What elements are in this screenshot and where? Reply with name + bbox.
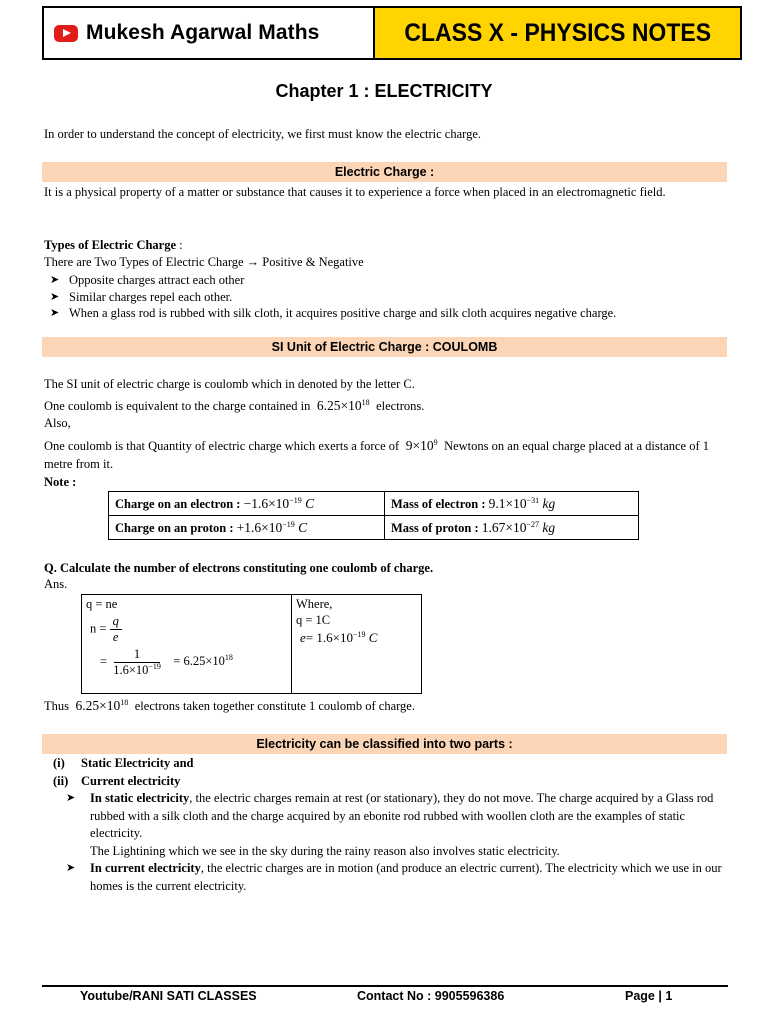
value-base: = 6.25×10: [173, 654, 225, 669]
current-text: , the electric charges are in motion (and produce an electric current). The electricity which we use in our homes is the current electricity.: [90, 861, 722, 893]
cell-value: [489, 496, 556, 511]
footer-contact: Contact No : 9905596386: [357, 989, 505, 1003]
item-text: Current electricity: [81, 774, 181, 788]
calc-line-2: [86, 614, 287, 645]
value-unit: C: [305, 495, 315, 511]
bullet-text: When a glass rod is rubbed with silk cloth, it acquires positive charge and silk cloth acquires negative charge.: [69, 306, 617, 320]
table-cell: [385, 516, 639, 540]
e-value: [296, 629, 417, 646]
chapter-title: Chapter 1 : ELECTRICITY: [275, 81, 493, 101]
list-item: [53, 754, 193, 772]
arrow-bullet-icon: ➤: [50, 307, 60, 319]
table-row: [82, 595, 422, 694]
current-paragraph: [90, 860, 726, 895]
calculation-table: [81, 594, 422, 694]
si-line-2: [44, 397, 728, 415]
cell-value: [482, 520, 555, 535]
si-line-2-value: [313, 398, 373, 413]
page-header: [42, 6, 742, 60]
si-line-3-value: [402, 438, 441, 453]
cell-label: Mass of proton :: [391, 520, 479, 535]
static-text: , the electric charges remain at rest (or stationary), they do not move. The charge acquired by a Glass rod rubbed with a silk cloth and the charge acquired by an ebonite rod rubbed with woollen cloth are the examples of static electricity.: [90, 791, 714, 840]
types-label: [44, 237, 728, 254]
si-line-3-end: Newtons on an equal charge placed at a distance of 1 metre from it.: [44, 439, 710, 471]
value-base: 6.25×10: [75, 698, 121, 713]
calc-line-1: q = ne: [86, 597, 118, 611]
note-table: [108, 491, 639, 540]
static-extra: The Lightining which we see in the sky during the rainy reason also involves static electricity.: [90, 843, 560, 858]
types-line: There are Two Types of Electric Charge → Positive & Negative: [44, 255, 364, 269]
cell-label: Charge on an electron :: [115, 496, 241, 511]
value-base: −1.6×10: [243, 495, 290, 511]
value-unit: kg: [542, 519, 556, 535]
thus-line: [44, 697, 728, 715]
footer-youtube: Youtube/RANI SATI CLASSES: [80, 989, 257, 1003]
value-exponent: −19: [352, 630, 366, 639]
cell-label: Charge on an proton :: [115, 520, 234, 535]
table-cell: [109, 492, 385, 516]
list-item: [50, 272, 730, 289]
value-unit: kg: [542, 495, 556, 511]
table-cell: [109, 516, 385, 540]
item-text: Static Electricity and: [81, 756, 194, 770]
static-bold: In static electricity: [90, 791, 190, 805]
value-exponent: −31: [526, 495, 540, 505]
calc-cell-left: [82, 595, 292, 694]
value-base: 1.6×10: [113, 663, 149, 677]
value-exponent: −19: [289, 495, 302, 505]
list-item: [50, 289, 730, 306]
note-label: Note :: [44, 475, 77, 489]
youtube-icon: [54, 25, 78, 42]
cell-value: [244, 496, 315, 511]
list-item: [66, 790, 726, 860]
fraction-one-over-e: [110, 647, 164, 678]
si-also: Also,: [44, 416, 71, 430]
calc-eq: =: [100, 654, 108, 669]
calc-cell-right: [292, 595, 422, 694]
value-base: = 1.6×10: [305, 630, 353, 645]
arrow-bullet-icon: ➤: [50, 290, 60, 303]
brand-name: Mukesh Agarwal Maths: [86, 21, 320, 44]
section-heading-classification: Electricity can be classified into two parts :: [42, 734, 727, 754]
fraction-denominator: [110, 663, 164, 678]
bullet-text: Opposite charges attract each other: [69, 273, 245, 287]
value-unit: C: [368, 630, 378, 645]
si-line-3-text: One coulomb is that Quantity of electric charge which exerts a force of: [44, 439, 400, 453]
value-base: 1.67×10: [481, 519, 527, 535]
cell-value: [237, 520, 308, 535]
fraction-numerator: 1: [114, 647, 160, 663]
classification-bullets: [66, 790, 726, 895]
value-exponent: −19: [148, 662, 161, 671]
thus-value: [72, 698, 132, 713]
calc-n-eq: n =: [90, 621, 107, 636]
value-base: 6.25×10: [316, 398, 362, 413]
types-label-bold: Types of Electric Charge: [44, 238, 177, 252]
item-number: (i): [53, 756, 65, 770]
intro-text: In order to understand the concept of electricity, we first must know the electric charge.: [44, 127, 481, 141]
question-text: Q. Calculate the number of electrons constituting one coulomb of charge.: [44, 561, 434, 575]
charge-definition: It is a physical property of a matter or substance that causes it to experience a force when placed in an electromagnetic field.: [44, 185, 666, 199]
e-symbol: e: [300, 630, 306, 645]
list-item: [50, 305, 730, 322]
item-number: (ii): [53, 774, 69, 788]
brand-box: [44, 8, 375, 58]
where-label: Where,: [296, 597, 333, 611]
arrow-bullet-icon: ➤: [66, 792, 76, 804]
value-base: +1.6×10: [236, 519, 283, 535]
class-title-box: [375, 8, 740, 58]
bullet-text: Similar charges repel each other.: [69, 289, 233, 304]
calc-line-3: [86, 647, 287, 678]
value-base: 9.1×10: [488, 495, 527, 511]
value-exponent: −27: [526, 519, 540, 529]
table-row: [109, 492, 639, 516]
list-item: [53, 772, 180, 790]
value-exponent: −19: [282, 519, 295, 529]
fraction-numerator: q: [110, 614, 122, 630]
fraction-q-over-e: [110, 614, 122, 645]
types-label-colon: :: [176, 238, 183, 252]
section-heading-si-unit: SI Unit of Electric Charge : COULOMB: [42, 337, 727, 357]
value-exponent: 18: [224, 653, 233, 663]
value-exponent: 18: [361, 398, 370, 407]
table-cell: [385, 492, 639, 516]
table-row: [109, 516, 639, 540]
list-item: [66, 860, 726, 895]
q-value: q = 1C: [296, 613, 331, 627]
fraction-denominator: e: [112, 630, 119, 644]
thus-end: electrons taken together constitute 1 coulomb of charge.: [134, 699, 415, 713]
thus-text: Thus: [44, 699, 69, 713]
si-line-2-end: electrons.: [376, 399, 425, 413]
value-unit: C: [298, 519, 308, 535]
arrow-bullet-icon: ➤: [50, 274, 60, 286]
answer-label: Ans.: [44, 577, 68, 591]
value-exponent: 18: [120, 698, 129, 707]
class-title: CLASS X - PHYSICS NOTES: [404, 18, 711, 47]
section-heading-electric-charge: Electric Charge :: [42, 162, 727, 182]
charge-bullet-list: [50, 272, 730, 322]
calc-result: [173, 654, 233, 668]
footer-page-number: Page | 1: [625, 989, 673, 1003]
footer-divider: [42, 985, 728, 987]
value-exponent: 9: [433, 438, 438, 447]
si-line-1: The SI unit of electric charge is coulomb which in denoted by the letter C.: [44, 377, 415, 391]
si-line-2-text: One coulomb is equivalent to the charge contained in: [44, 399, 311, 413]
current-bold: In current electricity: [90, 861, 201, 875]
arrow-bullet-icon: ➤: [66, 862, 76, 874]
si-line-3: [44, 437, 728, 473]
cell-label: Mass of electron :: [391, 496, 486, 511]
static-paragraph: [90, 790, 726, 860]
value-base: 9×10: [405, 438, 434, 453]
